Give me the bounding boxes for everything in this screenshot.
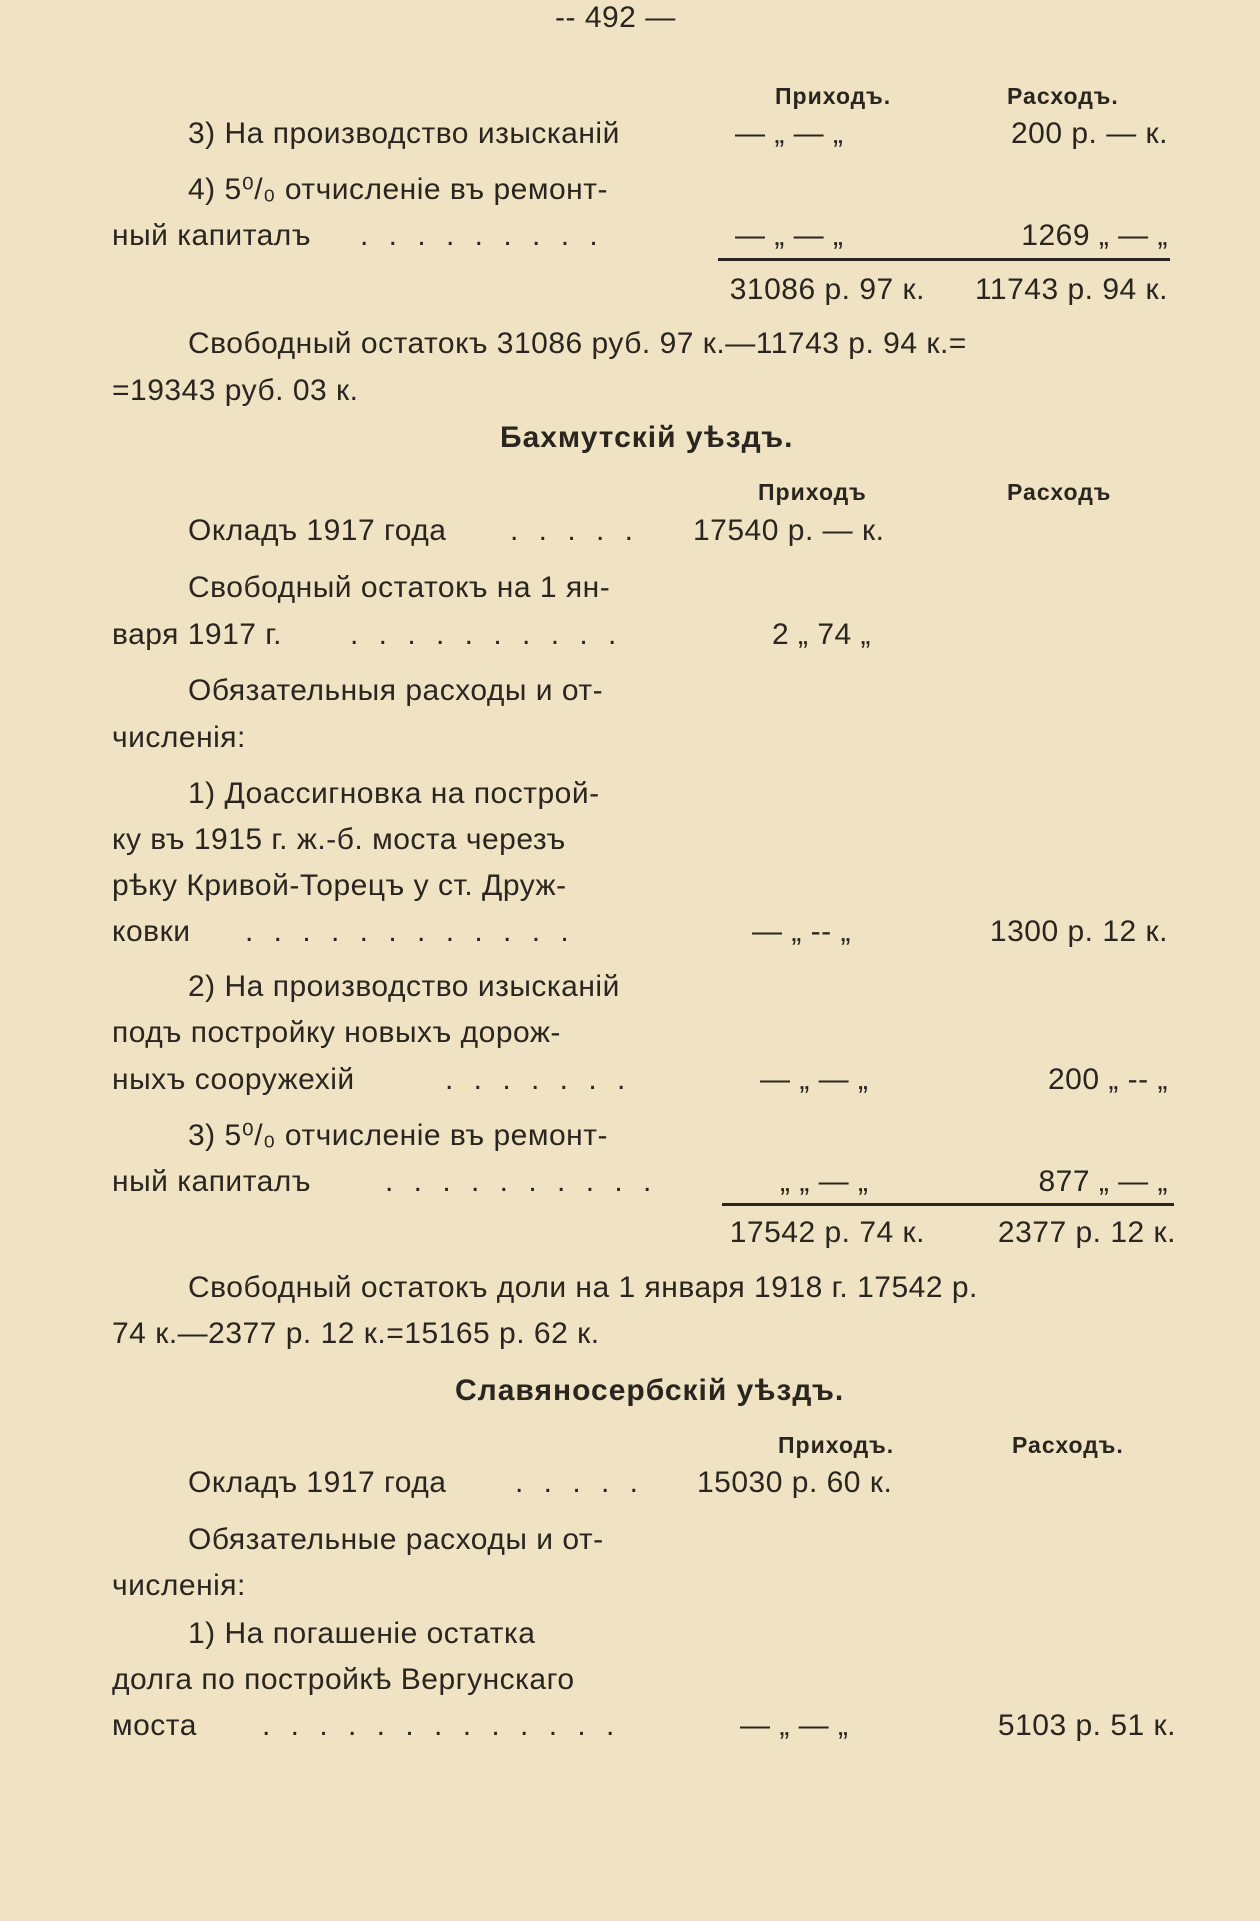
item-text: ныхъ сооружехій	[112, 1063, 355, 1096]
income-value: — „ -- „	[752, 915, 851, 948]
leader-dots: . . . . . . . . . .	[385, 1165, 658, 1198]
item-text: долга по постройкѣ Вергунскаго	[112, 1663, 575, 1696]
item-text: 1) Доассигновка на построй-	[188, 777, 600, 810]
income-value: — „ — „	[760, 1063, 869, 1096]
item-text: ковки	[112, 915, 191, 948]
leader-dots: . . . . . . . . .	[360, 219, 604, 252]
leader-dots: . . . . . . .	[445, 1063, 632, 1096]
total-income: 17542 р. 74 к.	[729, 1216, 925, 1249]
item-text: Окладъ 1917 года	[188, 1466, 447, 1499]
leader-dots: . . . . .	[510, 514, 640, 547]
item-text: подъ постройку новыхъ дорож-	[112, 1016, 561, 1049]
item-text: 4) 5⁰/₀ отчисленіе въ ремонт-	[188, 173, 608, 206]
item-text: Свободный остатокъ на 1 ян-	[188, 571, 611, 604]
leader-dots: . . . . . . . . . .	[350, 618, 623, 651]
income-value: 17540 р. — к.	[693, 514, 885, 547]
income-value: 2 „ 74 „	[772, 618, 872, 651]
total-expense: 2377 р. 12 к.	[997, 1216, 1176, 1249]
leader-dots: . . . . . . . . . . . . .	[262, 1709, 621, 1742]
item-text: Обязательные расходы и от-	[188, 1523, 604, 1556]
column-header-income: Приходъ.	[775, 83, 892, 109]
item-text: 2) На производство изысканій	[188, 970, 620, 1003]
item-text: ный капиталъ	[112, 1165, 312, 1198]
column-header-income: Приходъ.	[778, 1432, 895, 1458]
column-header-expense: Расходъ.	[1012, 1432, 1124, 1458]
total-expense: 11743 р. 94 к.	[974, 273, 1168, 306]
item-text: ку въ 1915 г. ж.-б. моста черезъ	[112, 823, 566, 856]
item-text: Обязательныя расходы и от-	[188, 674, 604, 707]
expense-value: 1300 р. 12 к.	[989, 915, 1168, 948]
section-title: Славяносербскій уѣздъ.	[455, 1374, 845, 1407]
column-header-income: Приходъ	[758, 479, 867, 505]
item-text: 3) 5⁰/₀ отчисленіе въ ремонт-	[188, 1119, 608, 1152]
income-value: 15030 р. 60 к.	[697, 1466, 893, 1499]
total-income: 31086 р. 97 к.	[729, 273, 925, 306]
expense-value: 200 р. — к.	[1010, 117, 1168, 150]
column-header-expense: Расходъ.	[1007, 83, 1119, 109]
expense-value: 5103 р. 51 к.	[997, 1709, 1176, 1742]
balance-text: Свободный остатокъ доли на 1 января 1918 г. 17542 р.	[188, 1271, 978, 1304]
item-text: моста	[112, 1709, 197, 1742]
sum-rule	[718, 258, 1170, 261]
expense-value: 1269 „ — „	[1021, 219, 1168, 252]
item-text: рѣку Кривой-Торецъ у ст. Друж-	[112, 869, 567, 902]
expense-value: 200 „ -- „	[1047, 1063, 1168, 1096]
item-text: ный капиталъ	[112, 219, 312, 252]
leader-dots: . . . . . . . . . . . .	[245, 915, 575, 948]
leader-dots: . . . . .	[515, 1466, 645, 1499]
balance-text: =19343 руб. 03 к.	[112, 374, 359, 407]
balance-text: 74 к.—2377 р. 12 к.=15165 р. 62 к.	[112, 1317, 600, 1350]
expense-value: 877 „ — „	[1038, 1165, 1168, 1198]
section-title: Бахмутскій уѣздъ.	[500, 421, 794, 454]
page-number: -- 492 —	[555, 1, 676, 34]
income-value: — „ — „	[740, 1709, 849, 1742]
balance-text: Свободный остатокъ 31086 руб. 97 к.—11743 р. 94 к.=	[188, 327, 967, 360]
item-text: численія:	[112, 721, 246, 754]
item-text: численія:	[112, 1569, 246, 1602]
item-text: 1) На погашеніе остатка	[188, 1617, 536, 1650]
sum-rule	[722, 1203, 1174, 1206]
income-value: — „ — „	[735, 219, 844, 252]
item-text: варя 1917 г.	[112, 618, 282, 651]
column-header-expense: Расходъ	[1007, 479, 1112, 505]
income-value: „ „ — „	[780, 1165, 869, 1198]
item-text: Окладъ 1917 года	[188, 514, 447, 547]
income-value: — „ — „	[735, 117, 844, 150]
item-text: 3) На производство изысканій	[188, 117, 620, 150]
